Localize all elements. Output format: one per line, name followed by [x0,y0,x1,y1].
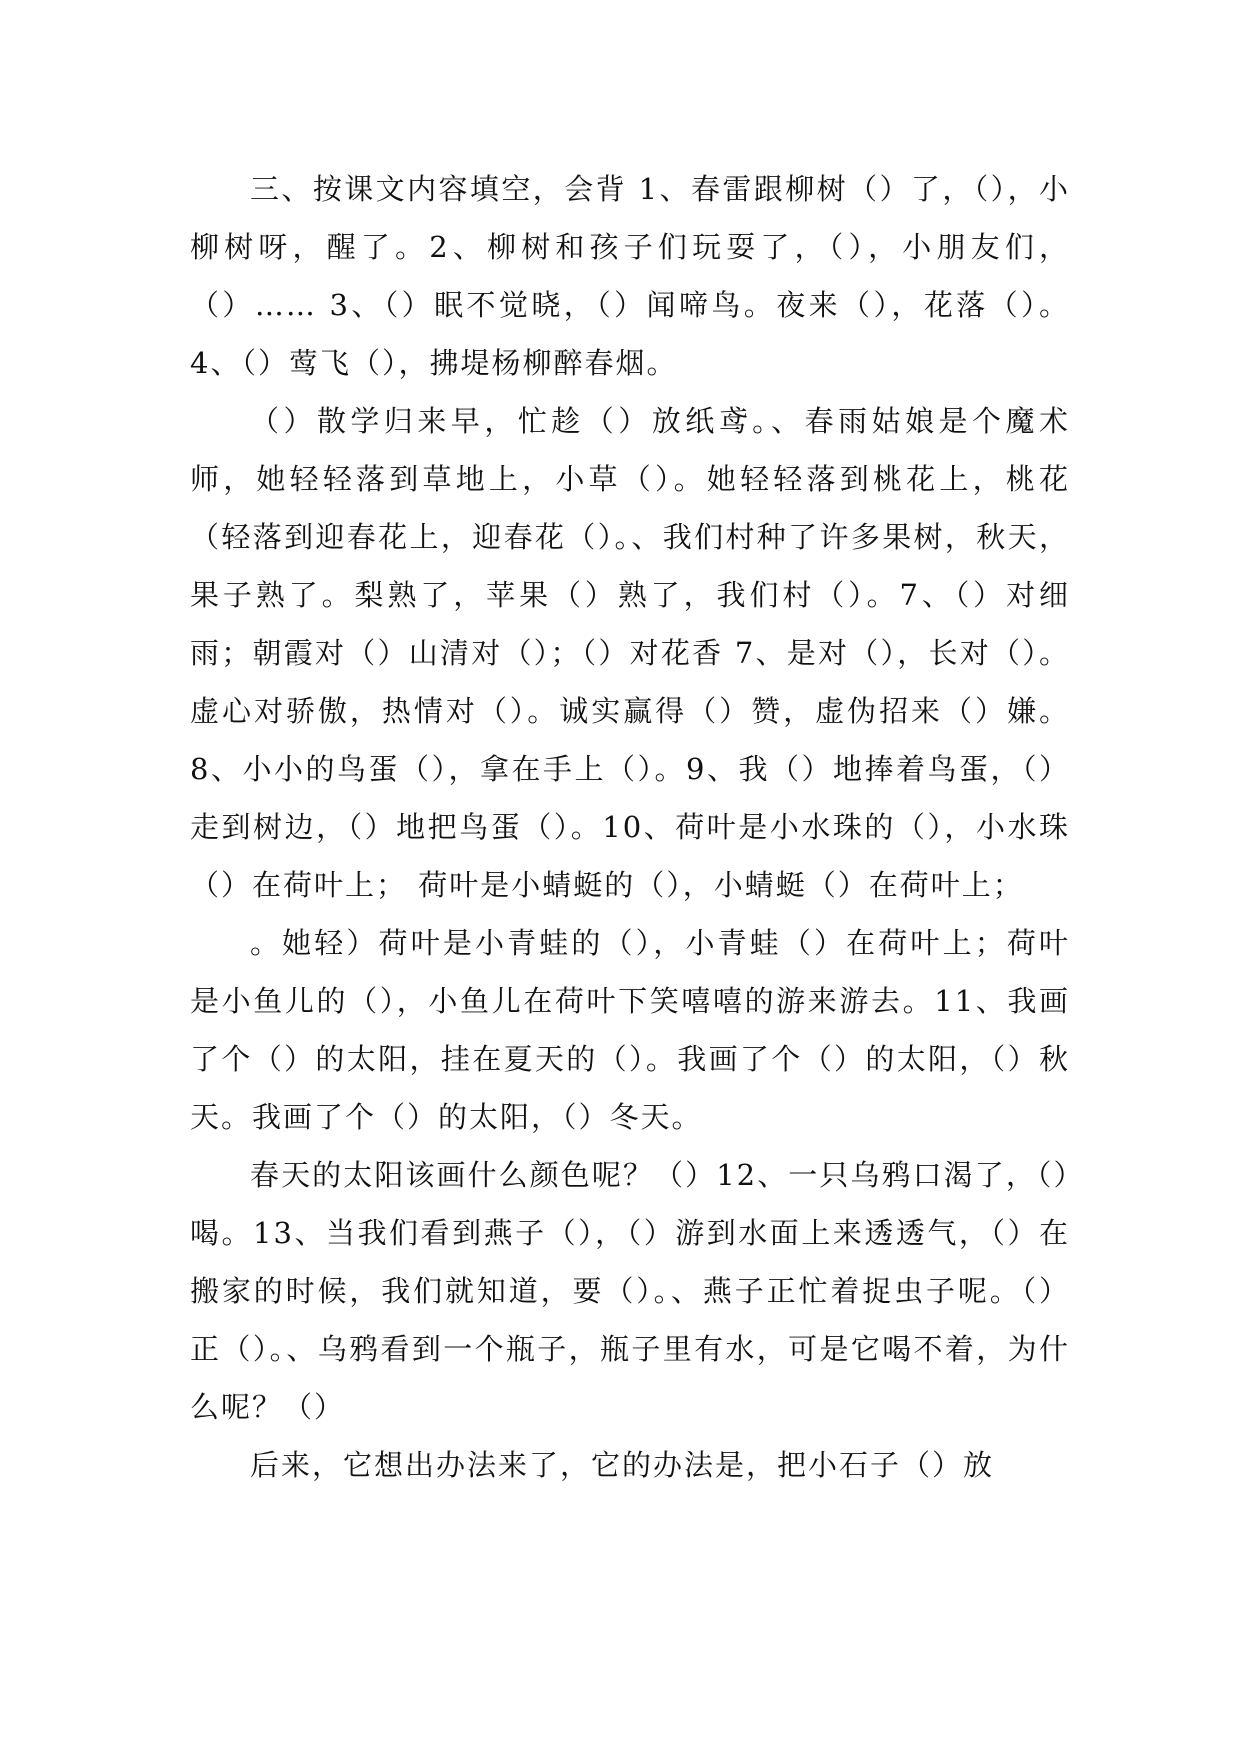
paragraph-1: 三、按课文内容填空，会背 1、春雷跟柳树（）了，（），小柳树呀，醒了。2、柳树和孩子们玩耍了，（），小朋友们，（）…… 3、（）眠不觉晓，（）闻啼鸟。夜来（），花落（）。4、（）莺飞（），拂堤杨柳醉春烟。 [190,172,1070,380]
paragraph-2: （）散学归来早，忙趁（）放纸鸢。、春雨姑娘是个魔术师，她轻轻落到草地上，小草（）。她轻轻落到桃花上，桃花（轻落到迎春花上，迎春花（）。、我们村种了许多果树，秋天，果子熟了。梨熟了，苹果（）熟了，我们村（）。7、（）对细雨；朝霞对（）山清对（）；（）对花香 7、是对（），长对（）。虚心对骄傲，热情对（）。诚实赢得（）赞，虚伪招来（）嫌。8、小小的鸟蛋（），拿在手上（）。9、我（）地捧着鸟蛋，（）走到树边，（）地把鸟蛋（）。10、荷叶是小水珠的（），小水珠（）在荷叶上； 荷叶是小蜻蜓的（），小蜻蜓（）在荷叶上； [190,404,1070,902]
paragraph-4: 春天的太阳该画什么颜色呢？（）12、一只乌鸦口渴了，（）喝。13、当我们看到燕子（），（）游到水面上来透透气，（）在搬家的时候，我们就知道，要（）。、燕子正忙着捉虫子呢。（）正（）。、乌鸦看到一个瓶子，瓶子里有水，可是它喝不着，为什么呢？（） [190,1158,1070,1424]
paragraph-5: 后来，它想出办法来了，它的办法是，把小石子（）放 [250,1448,995,1482]
document-body [190,160,1070,1494]
paragraph-3: 。她轻）荷叶是小青蛙的（），小青蛙（）在荷叶上；荷叶是小鱼儿的（），小鱼儿在荷叶下笑嘻嘻的游来游去。11、我画了个（）的太阳，挂在夏天的（）。我画了个（）的太阳，（）秋天。我画了个（）的太阳，（）冬天。 [190,926,1070,1134]
